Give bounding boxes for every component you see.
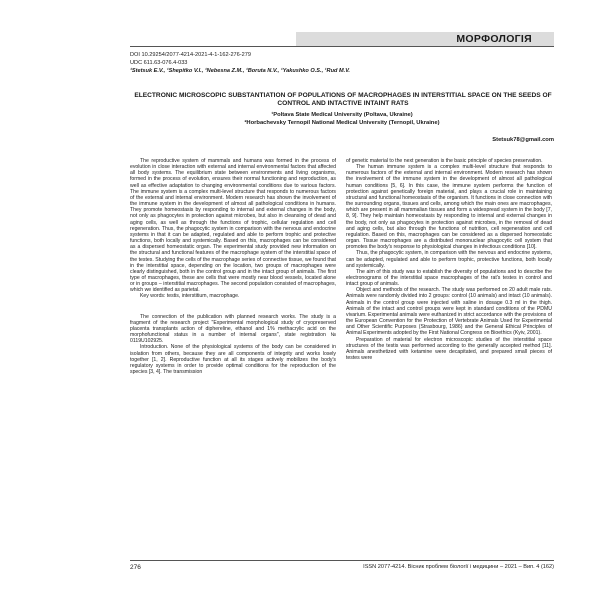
authors: ¹Stetsuk E.V., ¹Shepitko V.I., ¹Nebesna Z.M., ¹Boruta N.V., ¹Yakushko O.S., ¹Rud M.V.	[130, 68, 350, 74]
research-connection-paragraph: The connection of the publication with planned research works. The study is a fragment of the research project "Experimental morphological study of cryopreserved placenta transplants action of diphereline, ethanol and 1% methacrylic acid on the morphofunctional status in a number of internal organs", state registration № 0119U102925.	[130, 313, 336, 345]
footer-rule	[130, 560, 554, 561]
left-column	[130, 158, 336, 498]
preparation-paragraph: Preparation of material for electron microscopic studies of the interstitial space structures of the testis was performed according to the generally accepted method [11]. Animals anesthetized with ketamine were decapitated, and prepared small pieces of testes were	[346, 336, 552, 361]
doi: DOI 10.29254/2077-4214-2021-4-1-162-276-279	[130, 52, 251, 58]
section-title: МОРФОЛОГІЯ	[456, 33, 532, 45]
header-rule	[130, 46, 554, 47]
keywords: Key words: testis, interstitium, macrophage.	[140, 293, 240, 300]
abstract-paragraph: The reproductive system of mammals and humans was formed in the process of evolution in close interaction with external and internal environmental factors that affected all body systems. The equilibrium state between environments and living organisms, formed in the process of evolution, ensures their normal functioning and reproduction, as well as effective adaptation to changing environmental conditions due to various factors. The immune system is a complex multi-level structure that responds to numerous factors of the external and internal environment. Modern research has shown the involvement of the immune system in the development of almost all pathological conditions in humans. They promote homeostasis by responding to internal and external changes in the body, not only as phagocytes in protection against microbes, but also in cleansing of dead and aging cells, as well as through the functions of trophic, cellular regulation and cell regeneration. Thus, the phagocytic system in comparison with the nervous and endocrine systems in that it can be adapted, regulated and able to perform trophic and protective functions, both locally and systemically. Based on this, macrophages can be considered as a dispersed homeostatic organ. The experimental study provided new information on the structural and functional features of the macrophage system of the interstitial space of the testes. Studying the cells of the macrophage series of connective tissue, we found that in the interstitial space, depending on the location, two groups of macrophages were clearly distinguished, both in the control group and in the intact group of animals. The first type of macrophages, these are cells that were mostly near blood vessels, located alone or in groups – interstitial macrophages. The second population consisted of macrophages, which we identified as parietal.	[130, 158, 336, 294]
journal-footer: ISSN 2077-4214. Вісник проблем біології і медицини – 2021 – Вип. 4 (162)	[363, 564, 554, 570]
body-paragraph: of genetic material to the next generation is the basic principle of species preservation.	[346, 158, 543, 164]
aim-paragraph: The aim of this study was to establish the diversity of populations and to describe the electronograms of the interstitial space macrophages of the rat's testes in control and intact group of animals.	[346, 268, 552, 288]
methods-paragraph: Object and methods of the research. The study was performed on 20 adult male rats. Animals were randomly divided into 2 groups: control (10 animals) and intact (10 animals). Animals in the control group were injected with saline in dosage 0.3 ml in the thigh. Animals of the intact and control groups were kept in standard conditions of the PDMU vivarium. Experimental animals were euthanized in strict accordance with the provisions of the European Convention for the Protection of Vertebrate Animals Used for Experimental and Other Scientific Purposes (Strasbourg, 1986) and the General Ethical Principles of Animal Experiments adopted by the First National Congress on Bioethics (Kyiv, 2001).	[346, 287, 552, 337]
affiliation-1: ¹Poltava State Medical University (Poltava, Ukraine)	[271, 112, 413, 118]
introduction-paragraph: Introduction. None of the physiological systems of the body can be considered in isolation from others, because they are all components of integrity and works losely together [1, 2]. Reproductive function at all its stages actively mobilizes the body's regulatory systems in order to provide optimal conditions for the reproduction of the species [3, 4]. The transmission	[130, 344, 336, 375]
body-paragraph: The human immune system is a complex multi-level structure that responds to numerous factors of the external and internal environment. Modern research has shown the involvement of the immune system in the development of almost all pathological human conditions [5, 6]. In this case, the immune system performs the function of protection against genetically foreign material, and plays a crucial role in maintaining structural and functional homeostasis of the organism. It functions in close connection with the surrounding organs, tissues and cells, among which the main ones are macrophages, which are present in all mammalian tissues and form a widespread system in the body [7, 8, 9]. They help maintain homeostasis by responding to internal and external changes in the body, not only as phagocytes in protection against microbes, in the removal of dead and aging cells, but also through the functions of nutrition, cell regeneration and cell regulation. Based on this, macrophages can be considered as a dispersed homeostatic organ. Tissue macrophages are a distributed mononuclear phagocytic cell system that promotes the body's response to physiological changes in infectious conditions [10].	[346, 164, 552, 251]
affiliation-2: ²Horbachevsky Ternopil National Medical University (Ternopil, Ukraine)	[244, 120, 440, 126]
author-email: Stetsuk78@gmail.com	[492, 137, 554, 143]
article-title: ELECTRONIC MICROSCOPIC SUBSTANTIATION OF POPULATIONS OF MACROPHAGES IN INTERSTITIAL SPACE ON THE SEEDS OF CONTROL AND INTACTIVE INTAINT RATS	[134, 92, 552, 107]
udc: UDC 611.63-076.4-033	[130, 60, 188, 66]
body-paragraph: Thus, the phagocytic system, in comparison with the nervous and endocrine systems, can be adapted, regulated and able to perform trophic, protective functions, both locally and systemically.	[346, 250, 552, 269]
right-column	[346, 158, 552, 498]
page-number: 276	[130, 564, 141, 571]
section-header	[296, 32, 554, 46]
